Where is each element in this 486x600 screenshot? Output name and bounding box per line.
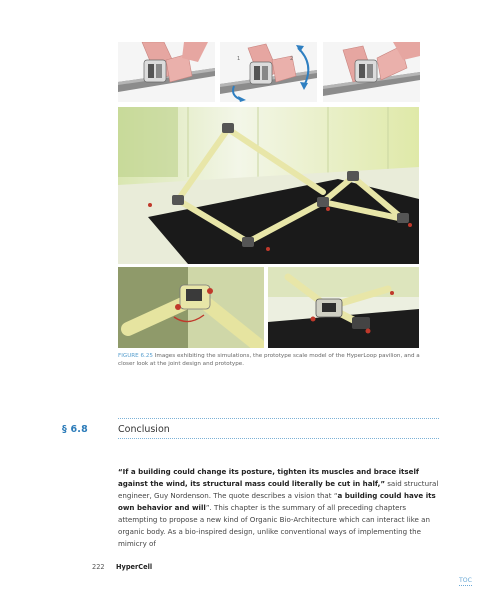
section-number: § 6.8 <box>62 424 88 435</box>
render-label-2: 2 <box>290 56 294 62</box>
quote-bold: “If a building could change its posture, tighten its muscles and brace itself against the wind, its structural mass could literally be cut in half,” <box>118 467 419 488</box>
body-paragraph <box>118 466 444 550</box>
joint-render-3 <box>323 42 420 102</box>
joint-prototype-photo <box>268 267 419 348</box>
attribution-text: said structural engineer, Guy Nordenson. The quote describes a vision that “ <box>118 479 439 500</box>
joint-closeup-photo <box>118 267 264 348</box>
joint-render-1 <box>118 42 215 102</box>
figure-caption <box>118 352 428 368</box>
running-footer-title: HyperCell <box>116 563 153 571</box>
toc-link[interactable]: TOC <box>459 577 472 584</box>
page-number: 222 <box>92 563 105 571</box>
figure-caption-text: Images exhibiting the simulations, the prototype scale model of the HyperLoop pavilion, and a closer look at the joint design and prototype. <box>118 353 420 367</box>
vision-bold: a building could have its own behavior and will <box>118 491 436 512</box>
section-top-divider <box>118 418 439 419</box>
render-label-1: 1 <box>237 56 241 62</box>
prototype-model-photo <box>118 107 419 264</box>
joint-render-2 <box>220 42 317 102</box>
body-rest-text: ”. This chapter is the summary of all preceding chapters attempting to propose a new kind of Organic Bio-Architecture which can interact like an organic body. As a bio-inspired design, unlike conventional ways of implementing the mimicry of <box>118 503 431 548</box>
figure-caption-label: FIGURE 6.25 <box>118 353 153 359</box>
section-bottom-divider <box>118 438 439 439</box>
section-title: Conclusion <box>118 424 170 435</box>
